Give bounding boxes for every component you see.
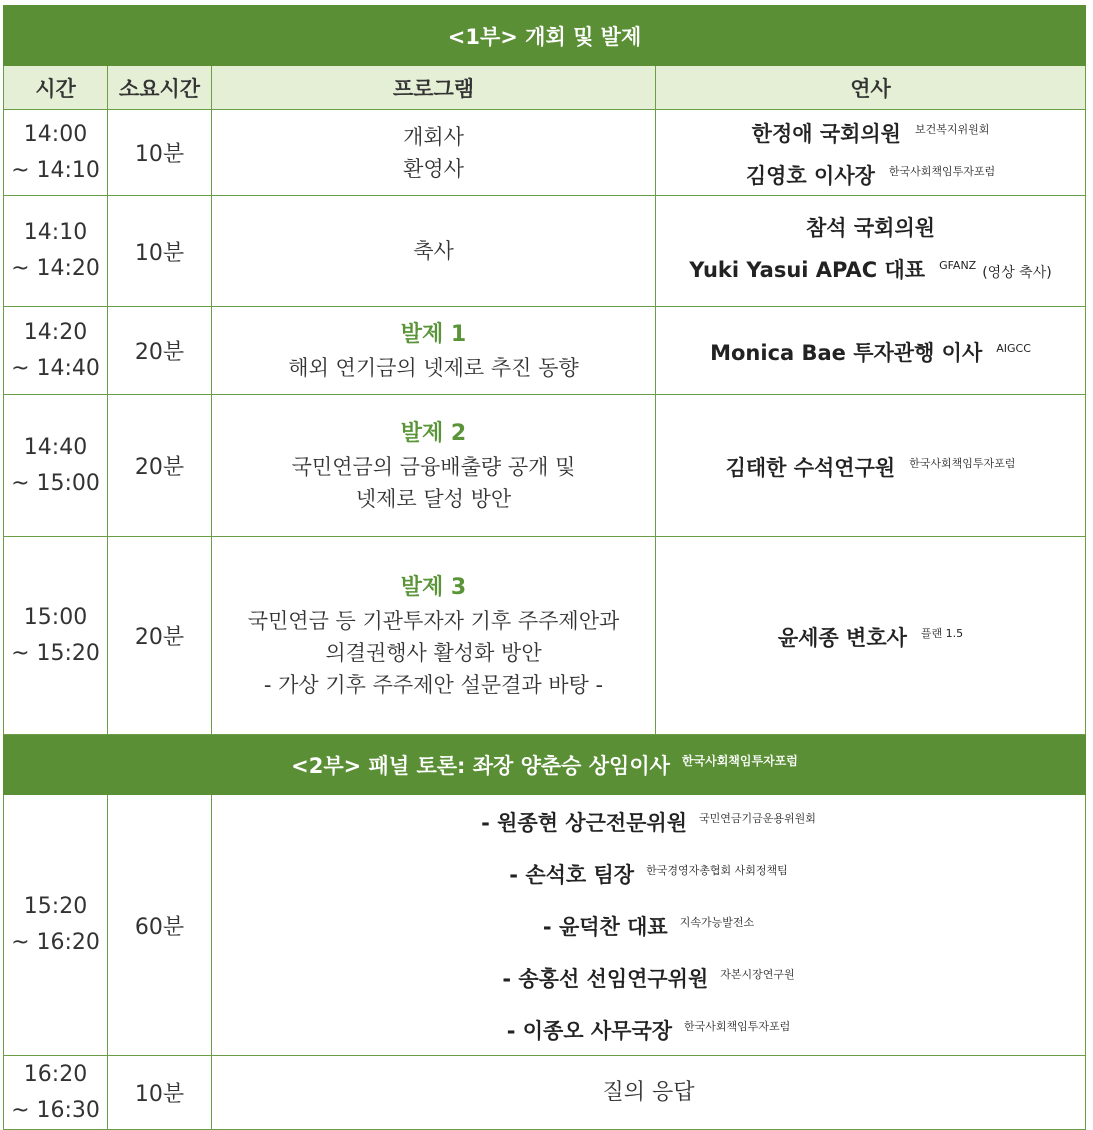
column-header-duration: 소요시간 xyxy=(108,66,212,110)
speaker xyxy=(656,153,1085,195)
column-header-time: 시간 xyxy=(4,66,108,110)
speaker-name: 윤세종 변호사 xyxy=(777,625,907,650)
program-line: 축사 xyxy=(413,239,454,263)
time-end: ~ 14:10 xyxy=(11,157,100,183)
program-line: 국민연금 등 기관투자자 기후 주주제안과 xyxy=(247,608,620,633)
speaker-affiliation: 한국사회책임투자포럼 xyxy=(888,164,996,178)
duration-cell: 10분 xyxy=(108,196,212,307)
part2-header-cell xyxy=(4,735,1086,795)
panel-member-affiliation: 한국경영자총협회 사회정책팀 xyxy=(646,864,788,877)
schedule-row xyxy=(4,395,1086,537)
program-cell xyxy=(212,196,656,307)
time-cell xyxy=(4,395,108,537)
speaker xyxy=(656,247,1085,292)
program-line: 넷제로 달성 방안 xyxy=(355,486,512,511)
panel-member-name: - 송홍선 선임연구위원 xyxy=(502,967,709,991)
time-end: ~ 15:00 xyxy=(11,470,100,496)
time-end: ~ 15:20 xyxy=(11,640,100,666)
panel-member-name: - 원종현 상근전문위원 xyxy=(481,811,688,835)
program-cell xyxy=(212,110,656,196)
column-header-speaker: 연사 xyxy=(656,66,1086,110)
speaker-affiliation: 플랜 1.5 xyxy=(920,626,964,640)
panel-member xyxy=(212,795,1085,847)
speaker-name: 김영호 이사장 xyxy=(745,163,875,188)
panel-member-affiliation: 한국사회책임투자포럼 xyxy=(684,1020,791,1033)
duration-cell: 20분 xyxy=(108,537,212,735)
speaker-cell xyxy=(656,537,1086,735)
part2-title: <2부> 패널 토론: 좌장 양춘승 상임이사 xyxy=(291,753,670,778)
duration-cell: 20분 xyxy=(108,307,212,395)
time-start: 15:00 xyxy=(23,604,88,630)
column-header-row xyxy=(4,66,1086,110)
qa-row xyxy=(4,1056,1086,1130)
time-cell xyxy=(4,307,108,395)
speaker-affiliation: GFANZ xyxy=(939,259,977,272)
panel-member xyxy=(212,899,1085,951)
schedule-row xyxy=(4,307,1086,395)
time-cell xyxy=(4,196,108,307)
panel-member-affiliation: 지속가능발전소 xyxy=(679,916,755,929)
program-line: 해외 연기금의 넷제로 추진 동향 xyxy=(288,355,579,380)
time-end: ~ 14:20 xyxy=(11,256,100,281)
schedule-row xyxy=(4,537,1086,735)
speaker-name: Yuki Yasui APAC 대표 xyxy=(689,258,926,282)
time-start: 14:20 xyxy=(23,319,88,345)
panel-row xyxy=(4,795,1086,1056)
duration-cell: 10분 xyxy=(108,110,212,196)
program-line: 국민연금의 금융배출량 공개 및 xyxy=(291,454,576,479)
speaker-cell xyxy=(656,110,1086,196)
program-title: 발제 1 xyxy=(400,321,467,347)
panel-member xyxy=(212,847,1085,899)
program-cell xyxy=(212,395,656,537)
duration-cell: 10분 xyxy=(108,1056,212,1130)
speaker xyxy=(656,210,1085,247)
speaker-affiliation: 보건복지위원회 xyxy=(914,122,990,136)
speaker-cell xyxy=(656,196,1086,307)
time-cell xyxy=(4,110,108,196)
speaker-cell xyxy=(656,307,1086,395)
speaker-note: (영상 축사) xyxy=(982,265,1052,281)
panel-member-name: - 손석호 팀장 xyxy=(509,863,635,887)
part2-affiliation: 한국사회책임투자포럼 xyxy=(681,753,798,768)
part2-header-row xyxy=(4,735,1086,795)
schedule-row xyxy=(4,196,1086,307)
speaker xyxy=(656,445,1085,487)
time-start: 16:20 xyxy=(23,1061,88,1087)
qa-label: 질의 응답 xyxy=(212,1056,1086,1130)
time-cell xyxy=(4,537,108,735)
panel-member-name: - 윤덕찬 대표 xyxy=(542,915,668,939)
speaker xyxy=(656,615,1085,657)
program-line: - 가상 기후 주주제안 설문결과 바탕 - xyxy=(263,672,604,697)
program-line: 개회사 xyxy=(403,124,464,149)
speaker xyxy=(656,330,1085,372)
speaker-name: Monica Bae 투자관행 이사 xyxy=(710,340,983,365)
time-end: ~ 16:30 xyxy=(11,1097,100,1123)
speaker-affiliation: AIGCC xyxy=(996,341,1031,355)
time-end: ~ 14:40 xyxy=(11,355,100,381)
column-header-program: 프로그램 xyxy=(212,66,656,110)
duration-cell: 20분 xyxy=(108,395,212,537)
panel-members-cell xyxy=(212,795,1086,1056)
program-line: 의결권행사 활성화 방안 xyxy=(325,640,542,665)
speaker xyxy=(656,111,1085,153)
duration-cell: 60분 xyxy=(108,795,212,1056)
panel-member xyxy=(212,951,1085,1003)
part1-header-row xyxy=(4,6,1086,66)
speaker-name: 김태한 수석연구원 xyxy=(725,455,896,480)
panel-member-name: - 이종오 사무국장 xyxy=(506,1019,673,1043)
time-cell xyxy=(4,795,108,1056)
speaker-name: 참석 국회의원 xyxy=(805,216,936,240)
schedule-row xyxy=(4,110,1086,196)
program-cell xyxy=(212,307,656,395)
part1-title: <1부> 개회 및 발제 xyxy=(4,6,1086,66)
time-start: 14:40 xyxy=(23,434,88,460)
panel-member-affiliation: 자본시장연구원 xyxy=(720,968,795,981)
time-start: 15:20 xyxy=(23,894,88,919)
time-start: 14:00 xyxy=(23,121,88,147)
program-title: 발제 3 xyxy=(400,574,467,600)
time-cell xyxy=(4,1056,108,1130)
program-line: 환영사 xyxy=(403,156,464,181)
time-end: ~ 16:20 xyxy=(11,930,100,955)
time-start: 14:10 xyxy=(23,220,88,245)
panel-member-affiliation: 국민연금기금운용위원회 xyxy=(699,812,816,825)
program-title: 발제 2 xyxy=(400,420,467,446)
program-schedule-table xyxy=(3,5,1086,1130)
speaker-cell xyxy=(656,395,1086,537)
panel-member xyxy=(212,1003,1085,1055)
speaker-affiliation: 한국사회책임투자포럼 xyxy=(909,456,1016,470)
speaker-name: 한정애 국회의원 xyxy=(751,121,901,146)
program-cell xyxy=(212,537,656,735)
